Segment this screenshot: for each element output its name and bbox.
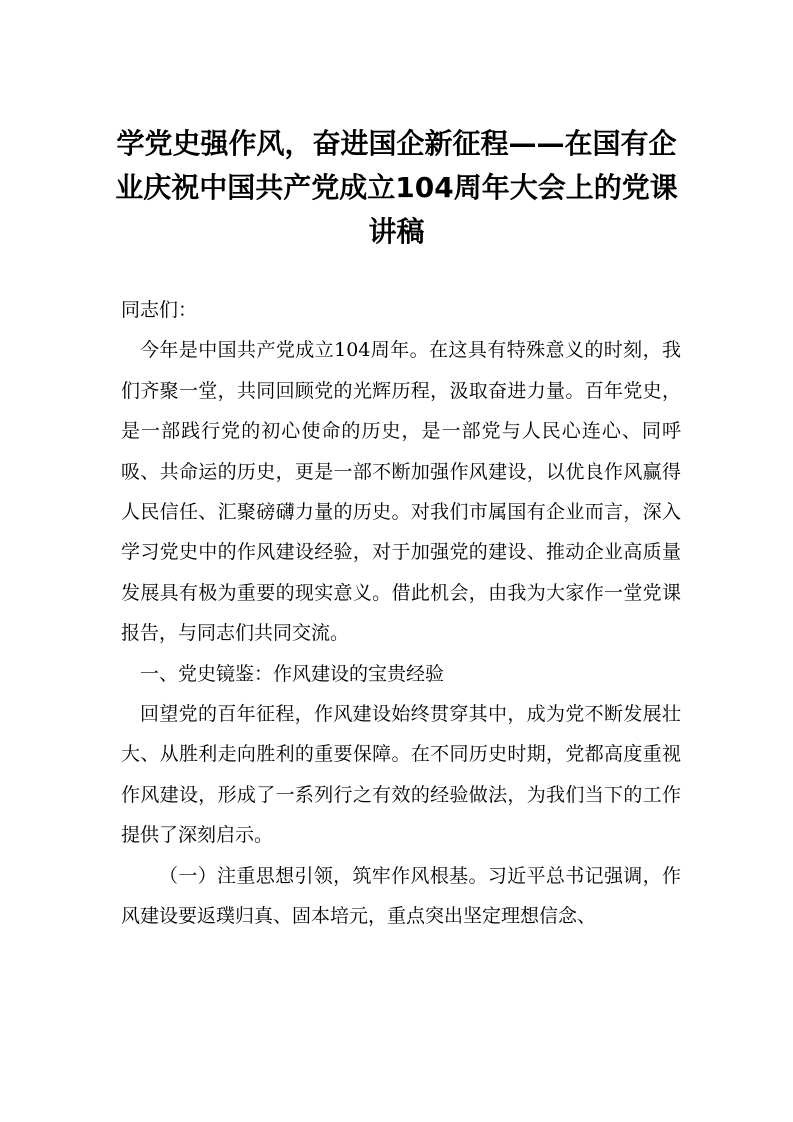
salutation: 同志们： (121, 299, 198, 321)
section-heading-1: 一、党史镜鉴：作风建设的宝贵经验 (140, 662, 445, 685)
paragraph-history-review: 回望党的百年征程，作风建设始终贯穿其中，成为党不断发展壮大、从胜利走向胜利的重要保障。在不同历史时期，党都高度重视作风建设，形成了一系列行之有效的经验做法，为我们当下的工作提供了深刻启示。 (121, 703, 681, 847)
document-body (121, 290, 681, 937)
paragraph-intro: 今年是中国共产党成立104周年。在这具有特殊意义的时刻，我们齐聚一堂，共同回顾党的光辉历程，汲取奋进力量。百年党史，是一部践行党的初心使命的历史，是一部党与人民心连心、同呼吸、共命运的历史，更是一部不断加强作风建设，以优良作风赢得人民信任、汇聚磅礴力量的历史。对我们市属国有企业而言，深入学习党史中的作风建设经验，对于加强党的建设、推动企业高质量发展具有极为重要的现实意义。借此机会，由我为大家作一堂党课报告，与同志们共同交流。 (121, 339, 681, 645)
subsection-heading-1: （一）注重思想引领，筑牢作风根基。习近平总书记强调，作风建设要返璞归真、固本培元，重点突出坚定理想信念、 (121, 864, 681, 928)
document-title: 学党史强作风，奋进国企新征程——在国有企业庆祝中国共产党成立104周年大会上的党课讲稿 (115, 127, 678, 248)
